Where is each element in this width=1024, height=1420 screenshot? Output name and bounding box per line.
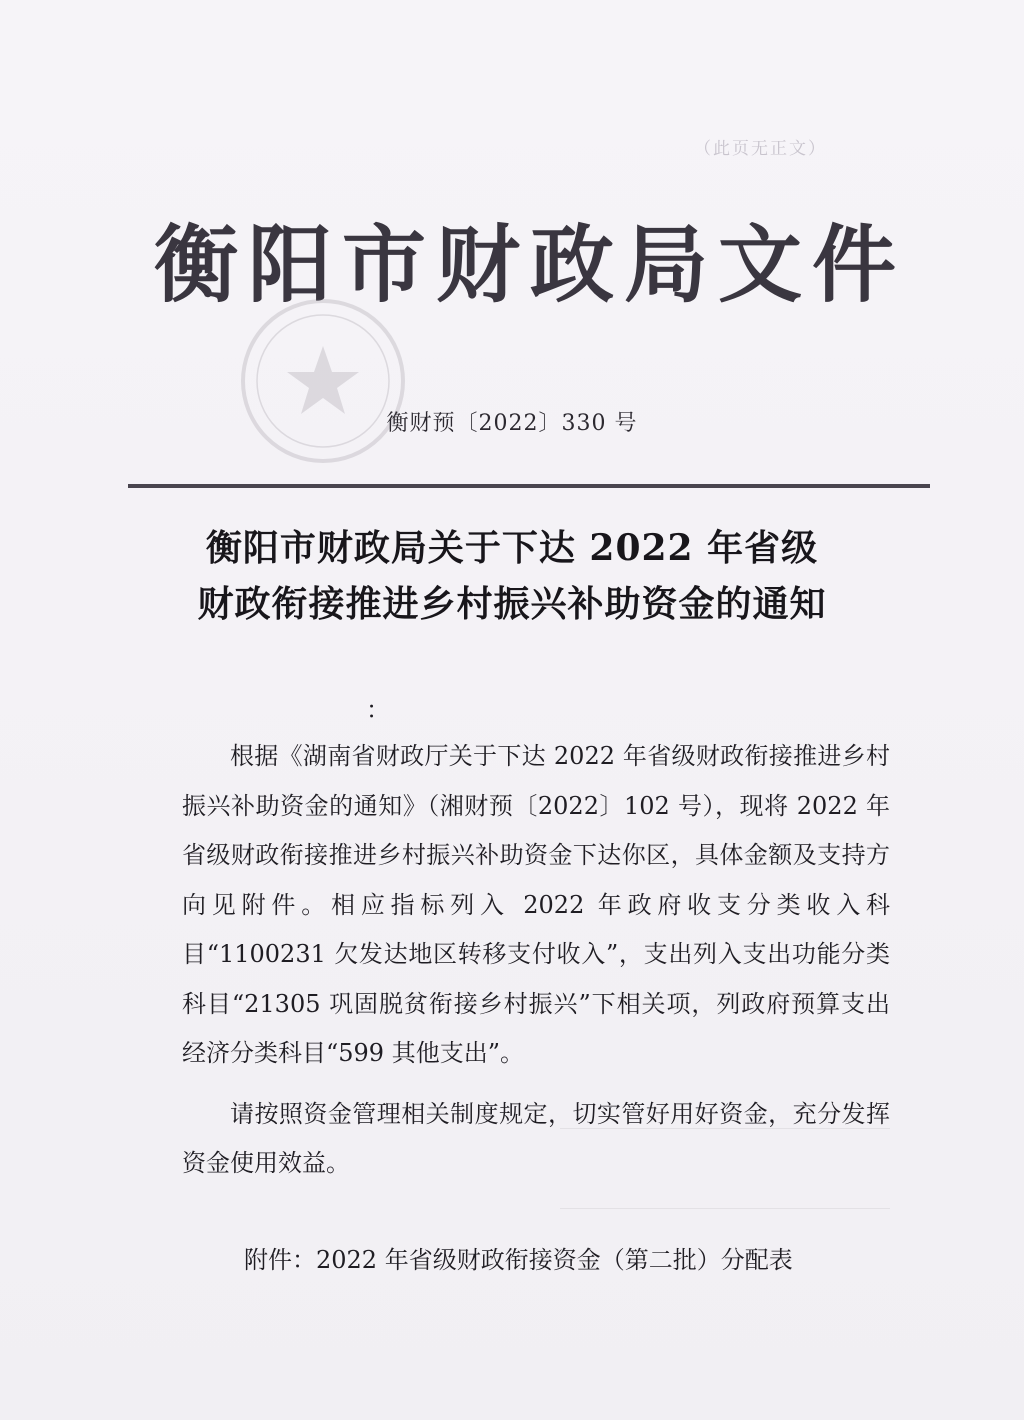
body-paragraph-1: 根据《湖南省财政厅关于下达 2022 年省级财政衔接推进乡村振兴补助资金的通知》（湘财预〔2022〕102 号），现将 2022 年省级财政衔接推进乡村振兴补助资金下达你区，具体金额及支持方向见附件。相应指标列入 2022 年政府收支分类收入科目“1100231 欠发达地区转移支付收入”，支出列入支出功能分类科目“21305 巩固脱贫衔接乡村振兴”下相关项，列政府预算支出经济分类科目“599 其他支出”。 (182, 742, 890, 1067)
document-body (182, 732, 890, 1189)
bleed-through-rule (560, 1128, 890, 1129)
corner-note: （此页无正文） (694, 139, 827, 159)
official-seal-icon (238, 296, 408, 466)
masthead-title: 衡阳市财政局文件 (153, 215, 906, 314)
document-title (120, 520, 904, 632)
bleed-through-rule (560, 1208, 890, 1209)
salutation: ： (366, 696, 390, 724)
title-line-1: 衡阳市财政局关于下达 2022 年省级 (205, 527, 819, 569)
header-divider (128, 484, 930, 488)
title-line-2: 财政衔接推进乡村振兴补助资金的通知 (197, 583, 827, 625)
attachment-line: 附件：2022 年省级财政衔接资金（第二批）分配表 (244, 1246, 793, 1274)
document-number: 衡财预〔2022〕330 号 (386, 411, 638, 436)
body-paragraph-2: 请按照资金管理相关制度规定，切实管好用好资金，充分发挥资金使用效益。 (182, 1099, 890, 1177)
